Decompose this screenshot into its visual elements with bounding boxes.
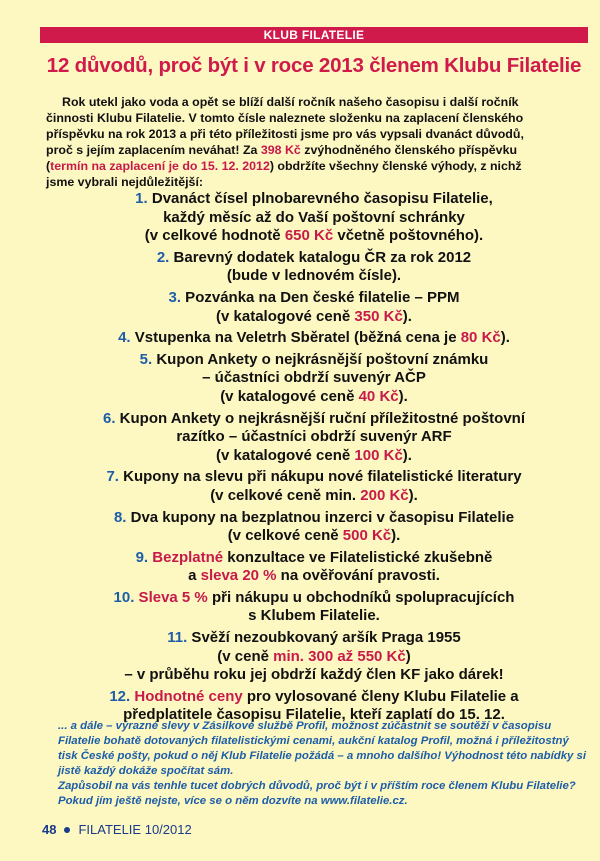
closing-paragraph: Zapůsobil na vás tenhle tucet dobrých důvodů, proč být i v příštím roce členem Klubu Filatelie? Pokud jím ještě nejste, více se o něm dozvíte na www.filatelie.cz.: [58, 780, 576, 807]
page-number: 48: [42, 822, 57, 837]
bullet-icon: [64, 827, 70, 833]
list-item: 9. Bezplatné konzultace ve Filatelistické zkušebně a sleva 20 % na ověřování pravosti.: [135, 548, 493, 585]
list-item: 4. Vstupenka na Veletrh Sběratel (běžná cena je 80 Kč).: [118, 329, 510, 347]
list-item: 12. Hodnotné ceny pro vylosované členy Klubu Filatelie a předplatitele časopisu Filatelie, kteří zaplatí do 15. 12.: [109, 687, 519, 724]
page-footer: [42, 822, 192, 837]
price-highlight: 398 Kč: [260, 143, 301, 158]
list-item: 10. Sleva 5 % při nákupu u obchodníků spolupracujících s Klubem Filatelie.: [113, 588, 515, 625]
issue-number: 10/2012: [144, 822, 192, 837]
list-item: 8. Dva kupony na bezplatnou inzerci v časopisu Filatelie (v celkové ceně 500 Kč).: [113, 508, 515, 545]
section-header: KLUB FILATELIE: [40, 27, 588, 43]
list-item: 6. Kupon Ankety o nejkrásnější ruční příležitostné poštovní razítko – účastníci obdrží suvenýr ARF (v katalogové ceně 100 Kč).: [102, 409, 526, 464]
intro-paragraph: Rok utekl jako voda a opět se blíží další ročník našeho časopisu i další ročník činnosti Klubu Filatelie. V tomto čísle naleznete složenku na zaplacení členského příspěvku na rok 2013 a při této příležitosti jsme pro vás vypsali dvanáct důvodů, proč s jejím zaplacením neváhat! Za 398 Kč zvýhodněného členského příspěvku (termín na zaplacení je do 15. 12. 2012) obdržíte všechny členské výhody, z nichž jsme vybrali nejdůležitější:: [46, 95, 524, 190]
list-item: 1. Dvanáct čísel plnobarevného časopisu Filatelie, každý měsíc až do Vaší poštovní schránky (v celkové hodnotě 650 Kč včetně poštovného).: [135, 190, 493, 245]
list-item: 3. Pozvánka na Den české filatelie – PPM (v katalogové ceně 350 Kč).: [168, 288, 460, 325]
closing-paragraph: ... a dále – výrazné slevy v Zásilkové službě Profil, možnost zúčastnit se soutěží v časopisu Filatelie bohatě dotovaných filatelistickými cenami, aukční katalog Profil, možná i příležitostný tisk České pošty, pokud o něj Klub Filatelie požádá – a mnoho dalšího! Výhodnost této nabídky si jistě každý dokáže spočítat sám.: [58, 720, 587, 777]
page-title: 12 důvodů, proč být i v roce 2013 členem Klubu Filatelie: [46, 54, 582, 77]
magazine-name: FILATELIE: [78, 822, 142, 837]
list-item: 7. Kupony na slevu při nákupu nové filatelistické literatury (v celkové ceně min. 200 Kč).: [106, 468, 522, 504]
reasons-list: [40, 190, 588, 728]
list-item: 2. Barevný dodatek katalogu ČR za rok 2012 (bude v lednovém čísle).: [156, 248, 472, 285]
closing-text: [42, 719, 590, 809]
deadline-highlight: termín na zaplacení je do 15. 12. 2012: [50, 159, 270, 174]
list-item: 11. Svěží nezoubkovaný aršík Praga 1955 (v ceně min. 300 až 550 Kč) – v průběhu roku jej obdrží každý člen KF jako dárek!: [124, 629, 504, 684]
list-item: 5. Kupon Ankety o nejkrásnější poštovní známku – účastníci obdrží suvenýr AČP (v katalogové ceně 40 Kč).: [139, 350, 489, 405]
